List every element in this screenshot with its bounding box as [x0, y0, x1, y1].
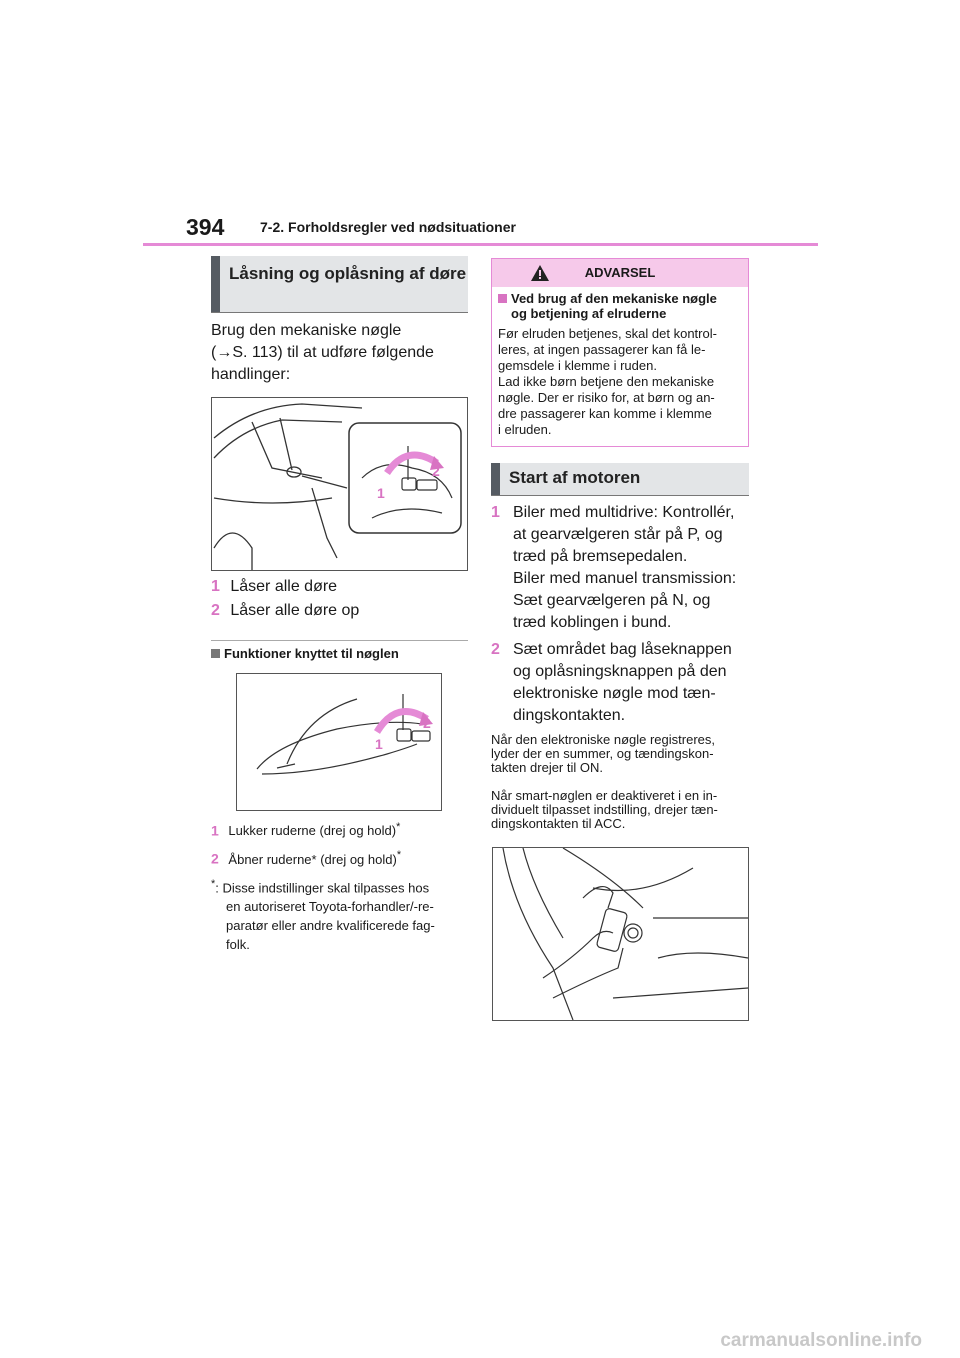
asterisk: * [396, 821, 401, 833]
step-item [211, 576, 359, 598]
header-rule [143, 243, 818, 246]
fig2-label-1: 1 [375, 736, 383, 752]
warning-line: i elruden. [498, 422, 552, 437]
footnote-marker: * [211, 878, 216, 890]
warning-line: Før elruden betjenes, skal det kontrol- [498, 326, 717, 341]
car-door-drawing [212, 398, 467, 570]
warning-line: leres, at ingen passagerer kan få le- [498, 342, 706, 357]
heading-start-engine [491, 463, 749, 495]
note-line: Når smart-nøglen er deaktiveret i en in- [491, 788, 718, 803]
intro-line: handlinger: [211, 366, 291, 383]
subheading-rule [211, 640, 468, 641]
heading-text: Låsning og oplåsning af døre [229, 264, 467, 283]
step-text: Låser alle døre op [230, 602, 360, 619]
warning-subtitle [498, 291, 742, 321]
step-text: Låser alle døre [230, 578, 338, 595]
note-line: dividuelt tilpasset indstilling, drejer tæn- [491, 802, 718, 817]
ignition-key-illustration [492, 847, 749, 1021]
heading-underline [491, 495, 749, 496]
key-function-steps [211, 819, 401, 868]
step-line: Sæt gearvælgeren på N, og [513, 592, 711, 609]
lock-steps [211, 576, 359, 622]
watermark: carmanualsonline.info [720, 1330, 922, 1351]
step-number: 1 [211, 578, 220, 595]
subheading-text: Funktioner knyttet til nøglen [224, 646, 399, 661]
asterisk: * [396, 849, 402, 862]
note-line: takten drejer til ON. [491, 760, 603, 775]
footnote-line: folk. [226, 937, 250, 953]
engine-step-1 [491, 502, 761, 634]
sub-step-item [211, 847, 401, 867]
warning-subtitle-line: og betjening af elruderne [511, 306, 667, 321]
warning-triangle-icon [530, 264, 550, 282]
fig1-label-1: 1 [377, 485, 385, 501]
engine-note-2 [491, 789, 756, 831]
square-bullet-icon [498, 294, 507, 303]
step-line: at gearvælgeren står på P, og [513, 526, 723, 543]
engine-note-1 [491, 733, 756, 775]
heading-door-locking [211, 256, 468, 312]
footnote-text: : Disse indstillinger skal tilpasses hos [215, 880, 430, 896]
intro-text [211, 320, 471, 386]
door-handle-drawing [237, 674, 441, 810]
step-text [491, 502, 761, 634]
warning-title: ADVARSEL [584, 265, 656, 280]
warning-subtitle-text: Ved brug af den mekaniske nøgle [511, 291, 717, 306]
square-bullet-icon [211, 649, 220, 658]
fig1-label-2: 2 [432, 463, 440, 479]
sub-step-item [211, 819, 401, 839]
door-key-illustration [211, 397, 468, 571]
step-number: 2 [211, 850, 219, 867]
engine-step-2 [491, 639, 761, 727]
footnote-line [211, 875, 471, 897]
warning-content [492, 287, 748, 438]
footnote-line: en autoriseret Toyota-forhandler/-re- [226, 899, 434, 915]
note-line: Når den elektroniske nøgle registreres, [491, 732, 715, 747]
fig2-label-2: 2 [423, 715, 431, 731]
step-line: træd på bremsepedalen. [513, 548, 688, 565]
footnote [211, 875, 471, 954]
subheading-key-functions [211, 646, 399, 661]
step-text [491, 639, 761, 727]
step-line: Biler med manuel transmission: [513, 570, 737, 587]
page-number: 394 [186, 214, 225, 240]
warning-box [491, 258, 749, 447]
warning-body [498, 326, 742, 438]
warning-header [492, 259, 748, 287]
step-line: elektroniske nøgle mod tæn- [513, 685, 716, 702]
heading-underline [211, 312, 468, 313]
step-line: Sæt området bag låseknappen [513, 641, 732, 658]
step-text: Lukker ruderne (drej og hold) [228, 823, 397, 839]
step-number: 1 [211, 822, 219, 839]
footnote-line: paratør eller andre kvalificerede fag- [226, 918, 435, 934]
step-number: 1 [491, 504, 500, 521]
section-title: 7-2. Forholdsregler ved nødsituationer [260, 219, 516, 235]
warning-line: dre passagerer kan komme i klemme [498, 406, 712, 421]
warning-line: Lad ikke børn betjene den mekaniske [498, 374, 715, 389]
step-number: 2 [211, 602, 220, 619]
step-line: dingskontakten. [513, 707, 626, 724]
step-line: Biler med multidrive: Kontrollér, [513, 504, 735, 521]
step-line: træd koblingen i bund. [513, 614, 672, 631]
note-line: lyder der en summer, og tændingskon- [491, 746, 714, 761]
warning-subtitle-line [498, 291, 742, 306]
heading-text: Start af motoren [509, 468, 641, 487]
intro-line: Brug den mekaniske nøgle [211, 322, 402, 339]
note-line: dingskontakten til ACC. [491, 816, 626, 831]
step-number: 2 [491, 641, 500, 658]
intro-line: (→S. 113) til at udføre følgende [211, 344, 434, 361]
step-line: og oplåsningsknappen på den [513, 663, 727, 680]
key-handle-illustration [236, 673, 442, 811]
warning-line: nøgle. Der er risiko for, at børn og an- [498, 390, 715, 405]
step-text: Åbner ruderne* (drej og hold) [228, 851, 397, 867]
warning-line: gemsdele i klemme i ruden. [498, 358, 657, 373]
step-item [211, 600, 359, 622]
hand-key-drawing [493, 848, 748, 1020]
